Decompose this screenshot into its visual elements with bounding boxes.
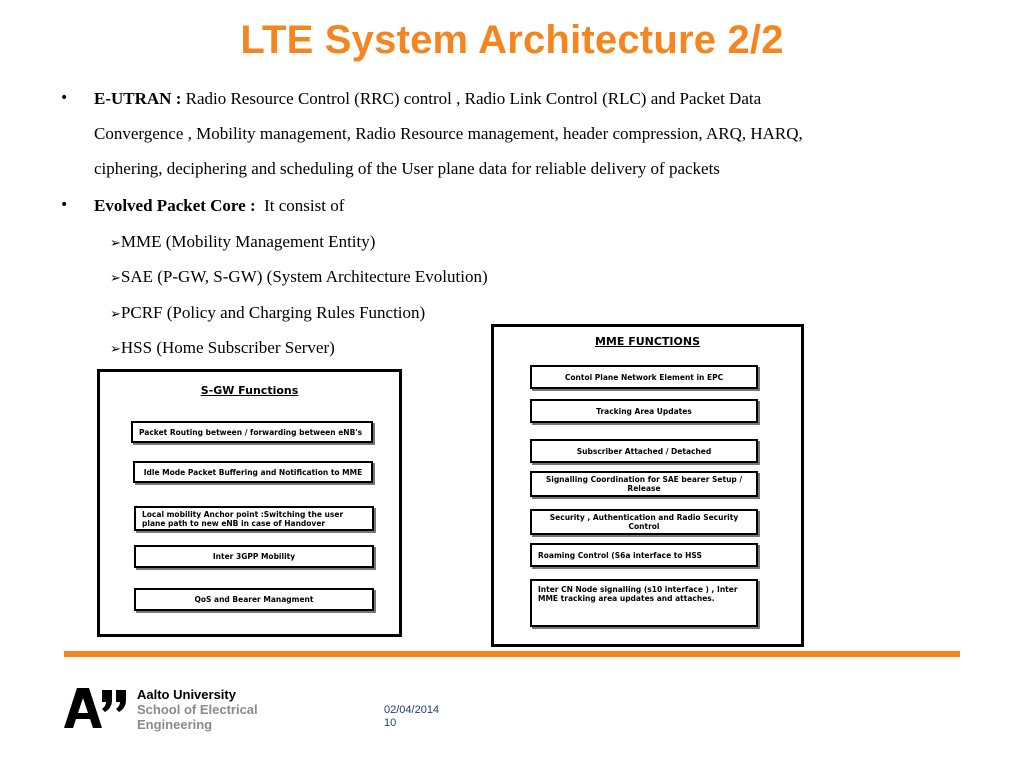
school-label-line2: Engineering [137, 717, 213, 732]
sgw-function-item: Inter 3GPP Mobility [134, 545, 374, 568]
bullet-line: ciphering, deciphering and scheduling of the User plane data for reliable delivery of packets [94, 159, 720, 178]
arrow-bullet-icon: ➢ [110, 236, 121, 251]
page-number: 10 [384, 717, 397, 729]
mme-function-item: Security , Authentication and Radio Security Control [530, 509, 758, 535]
arrow-bullet-icon: ➢ [110, 307, 121, 322]
mme-function-item: Signalling Coordination for SAE bearer Setup / Release [530, 471, 758, 497]
bullet-text: It consist of [255, 196, 345, 215]
epc-item-mme: ➢MME (Mobility Management Entity) [110, 232, 376, 251]
sgw-functions-box [97, 369, 402, 637]
sgw-function-item: Local mobility Anchor point :Switching the user plane path to new eNB in case of Handover [134, 506, 374, 531]
arrow-bullet-icon: ➢ [110, 342, 121, 357]
arrow-bullet-icon: ➢ [110, 271, 121, 286]
mme-function-item: Subscriber Attached / Detached [530, 439, 758, 463]
sgw-function-item: Idle Mode Packet Buffering and Notification to MME [133, 461, 373, 483]
mme-functions-title: MME FUNCTIONS [594, 335, 701, 348]
bullet-line [94, 81, 934, 116]
mme-functions-box [491, 324, 804, 647]
university-name [137, 687, 258, 732]
university-label: Aalto University [137, 687, 236, 702]
aalto-logo-icon [64, 688, 134, 735]
bullet-label: Evolved Packet Core : [94, 196, 256, 215]
bullet-dot: • [60, 90, 69, 106]
mme-function-item: Inter CN Node signalling (s10 interface ) , Inter MME tracking area updates and attaches. [530, 579, 758, 627]
epc-item-sae: ➢SAE (P-GW, S-GW) (System Architecture Evolution) [110, 267, 488, 286]
footer-date-page [384, 704, 439, 730]
bullet-line: Convergence , Mobility management, Radio Resource management, header compression, ARQ, HARQ, [94, 124, 803, 143]
footer-divider [64, 651, 960, 657]
bullet-label: E-UTRAN : [94, 89, 182, 108]
epc-item-pcrf: ➢PCRF (Policy and Charging Rules Function) [110, 303, 426, 322]
sgw-function-item: Packet Routing between / forwarding between eNB's [131, 421, 373, 443]
bullet-epc [0, 188, 1024, 223]
epc-item-hss: ➢HSS (Home Subscriber Server) [110, 338, 335, 357]
school-label-line1: School of Electrical [137, 702, 258, 717]
sgw-functions-title: S-GW Functions [200, 384, 299, 397]
mme-function-item: Contol Plane Network Element in EPC [530, 365, 758, 389]
sgw-function-item: QoS and Bearer Managment [134, 588, 374, 611]
mme-function-item: Tracking Area Updates [530, 399, 758, 423]
bullet-eutran [0, 81, 1024, 186]
slide-title: LTE System Architecture 2/2 [240, 18, 784, 62]
mme-function-item: Roaming Control (S6a interface to HSS [530, 543, 758, 567]
bullet-text: Radio Resource Control (RRC) control , Radio Link Control (RLC) and Packet Data [181, 89, 762, 108]
footer-date: 02/04/2014 [384, 704, 440, 716]
bullet-dot: • [60, 197, 69, 213]
